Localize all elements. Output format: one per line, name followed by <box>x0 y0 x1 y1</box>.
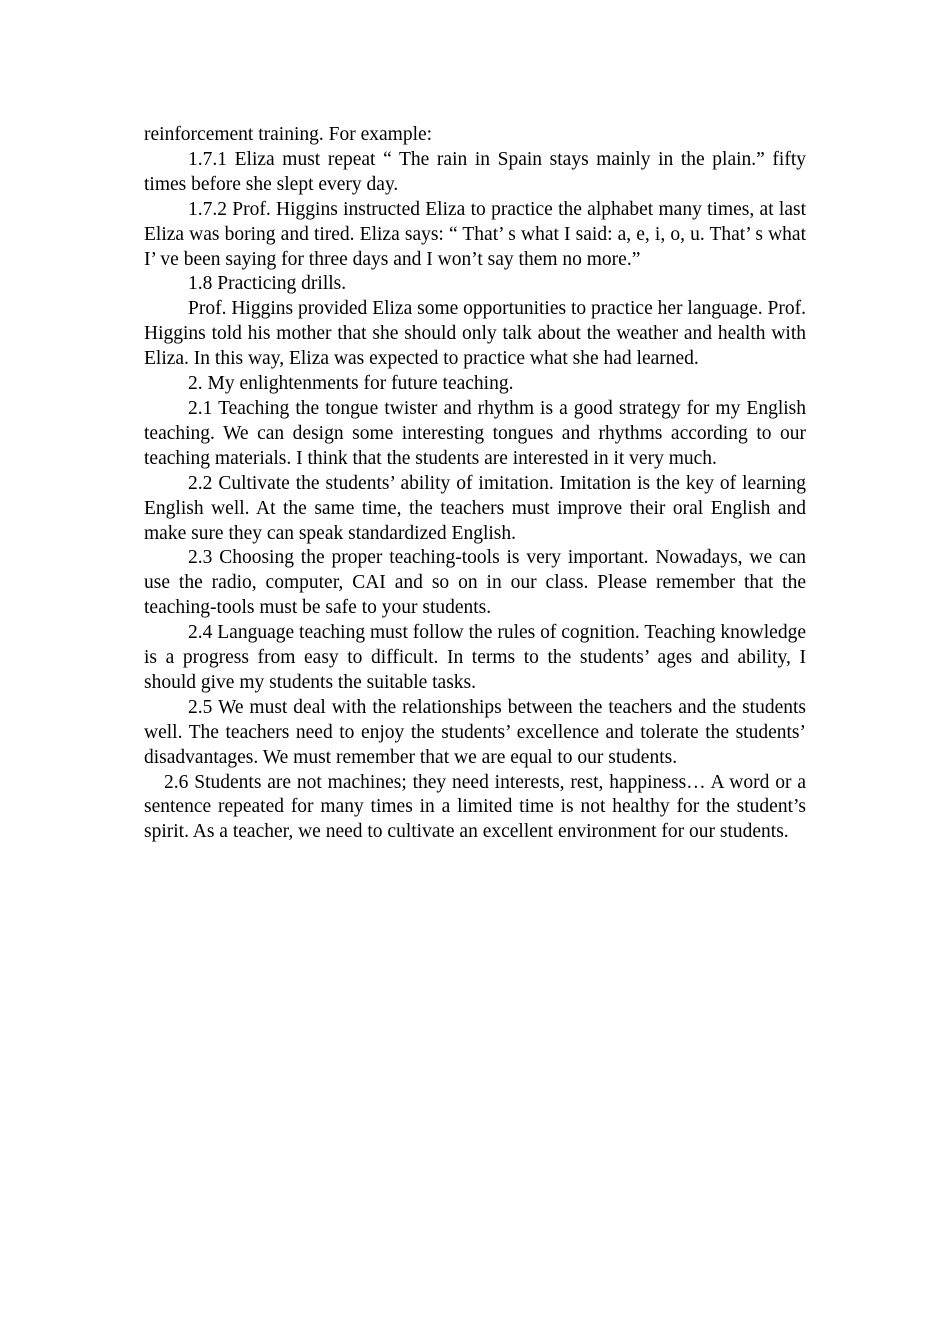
heading-1-8: 1.8 Practicing drills. <box>188 273 347 295</box>
paragraph-continuation: reinforcement training. For example: <box>144 124 433 145</box>
paragraph-2-4: 2.4 Language teaching must follow the rules of cognition. Teaching knowledge is a progress from easy to difficult. In terms to the students’ ages and ability, I should give my students the suitable tasks. <box>144 622 806 693</box>
paragraph-2-2: 2.2 Cultivate the students’ ability of imitation. Imitation is the key of learning English well. At the same time, the teachers must improve their oral English and make sure they can speak standardized English. <box>144 472 806 544</box>
heading-section-2: 2. My enlightenments for future teaching. <box>188 373 514 395</box>
document-body <box>144 123 806 845</box>
paragraph-2-1: 2.1 Teaching the tongue twister and rhythm is a good strategy for my English teaching. We can design some interesting tongues and rhythms according to our teaching materials. I think that the students are interested in it very much. <box>144 397 806 469</box>
paragraph-2-6: 2.6 Students are not machines; they need interests, rest, happiness… A word or a sentence repeated for many times in a limited time is not healthy for the student’s spirit. As a teacher, we need to cultivate an excellent environment for our students. <box>144 771 806 843</box>
paragraph-1-7-2: 1.7.2 Prof. Higgins instructed Eliza to practice the alphabet many times, at last Eliza was boring and tired. Eliza says: “ That’ s what I said: a, e, i, o, u. That’ s what I’ ve been saying for three days and I won’t say them no more.” <box>144 198 806 270</box>
paragraph-1-7-1: 1.7.1 Eliza must repeat “ The rain in Spain stays mainly in the plain.” fifty times before she slept every day. <box>144 148 806 195</box>
paragraph-practicing-drills: Prof. Higgins provided Eliza some opportunities to practice her language. Prof. Higgins told his mother that she should only talk about the weather and health with Eliza. In this way, Eliza was expected to practice what she had learned. <box>144 298 806 370</box>
paragraph-2-5: 2.5 We must deal with the relationships between the teachers and the students well. The teachers need to enjoy the students’ excellence and tolerate the students’ disadvantages. We must remember that we are equal to our students. <box>144 696 806 768</box>
paragraph-2-3: 2.3 Choosing the proper teaching-tools is very important. Nowadays, we can use the radio, computer, CAI and so on in our class. Please remember that the teaching-tools must be safe to your students. <box>144 547 806 619</box>
